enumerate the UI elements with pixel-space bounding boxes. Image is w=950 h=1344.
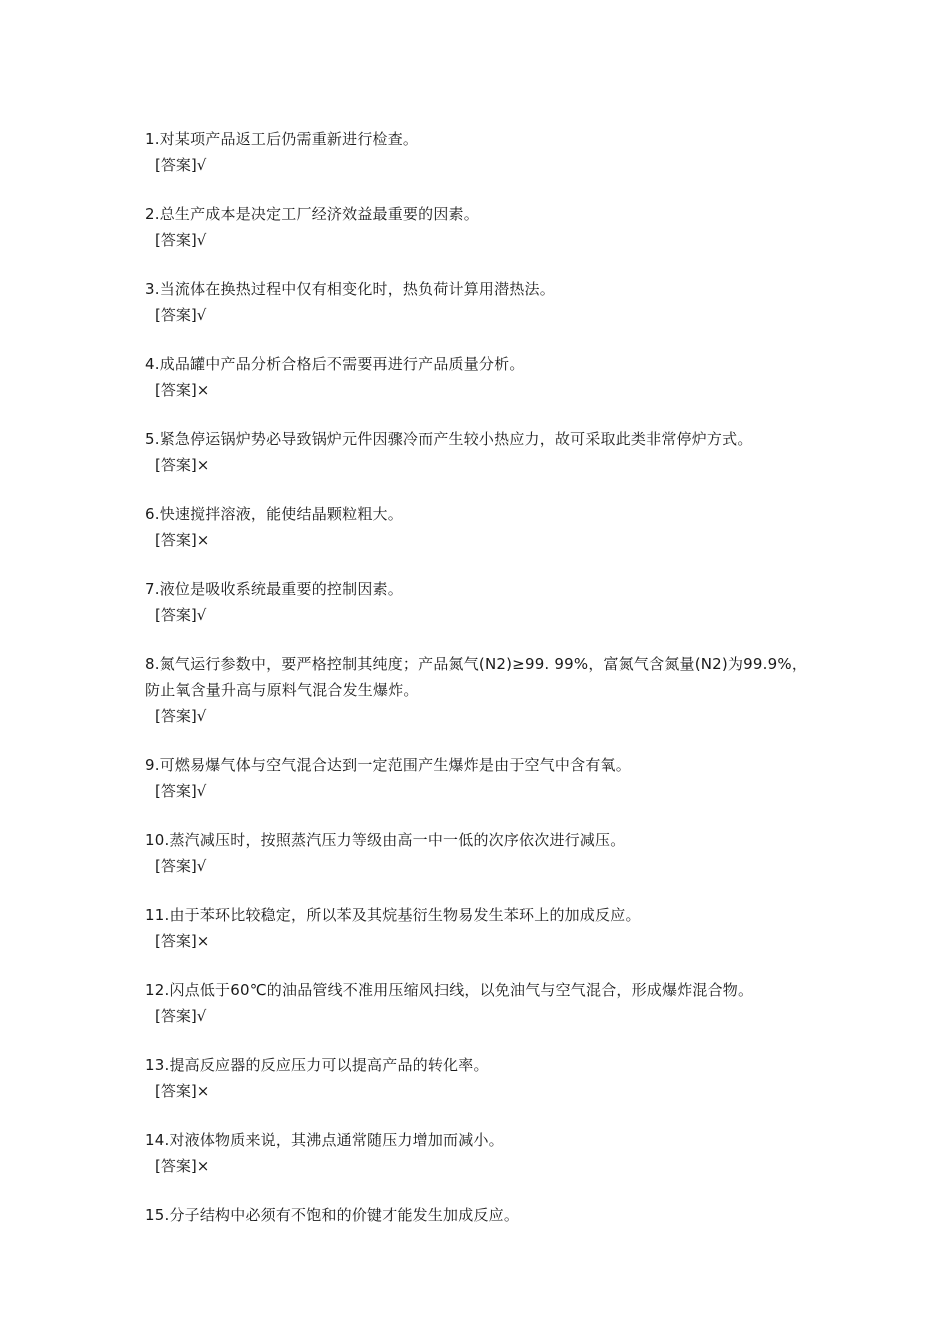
question-text: 15.分子结构中必须有不饱和的价键才能发生加成反应。 — [145, 1206, 520, 1224]
question-answer: [答案]√ — [155, 1007, 207, 1025]
question-text: 8.氮气运行参数中，要严格控制其纯度；产品氮气(N2)≥99. 99%，富氮气含氮量(N2)为99.9%，防止氧含量升高与原料气混合发生爆炸。 — [145, 655, 808, 699]
question-1 — [145, 126, 815, 178]
question-12 — [145, 977, 815, 1029]
question-text: 3.当流体在换热过程中仅有相变化时，热负荷计算用潜热法。 — [145, 280, 555, 298]
question-10 — [145, 827, 815, 879]
question-7 — [145, 576, 815, 628]
question-13 — [145, 1052, 815, 1104]
question-text: 5.紧急停运锅炉势必导致锅炉元件因骤冷而产生较小热应力，故可采取此类非常停炉方式。 — [145, 430, 753, 448]
question-answer: [答案]√ — [155, 156, 207, 174]
question-text: 14.对液体物质来说，其沸点通常随压力增加而减小。 — [145, 1131, 504, 1149]
question-9 — [145, 752, 815, 804]
question-answer: [答案]× — [155, 1157, 210, 1175]
question-text: 1.对某项产品返工后仍需重新进行检查。 — [145, 130, 419, 148]
question-text: 10.蒸汽减压时，按照蒸汽压力等级由高一中一低的次序依次进行减压。 — [145, 831, 626, 849]
question-text: 13.提高反应器的反应压力可以提高产品的转化率。 — [145, 1056, 489, 1074]
document-page — [145, 126, 815, 1228]
question-answer: [答案]√ — [155, 782, 207, 800]
question-answer: [答案]√ — [155, 306, 207, 324]
question-5 — [145, 426, 815, 478]
question-text: 7.液位是吸收系统最重要的控制因素。 — [145, 580, 403, 598]
question-answer: [答案]× — [155, 1082, 210, 1100]
question-4 — [145, 351, 815, 403]
question-answer: [答案]× — [155, 456, 210, 474]
question-answer: [答案]√ — [155, 231, 207, 249]
question-11 — [145, 902, 815, 954]
question-8 — [145, 651, 815, 729]
question-answer: [答案]× — [155, 932, 210, 950]
question-14 — [145, 1127, 815, 1179]
question-2 — [145, 201, 815, 253]
question-text: 11.由于苯环比较稳定，所以苯及其烷基衍生物易发生苯环上的加成反应。 — [145, 906, 641, 924]
question-text: 4.成品罐中产品分析合格后不需要再进行产品质量分析。 — [145, 355, 525, 373]
question-answer: [答案]× — [155, 381, 210, 399]
question-answer: [答案]× — [155, 531, 210, 549]
question-answer: [答案]√ — [155, 606, 207, 624]
question-15 — [145, 1202, 815, 1228]
question-3 — [145, 276, 815, 328]
question-text: 6.快速搅拌溶液，能使结晶颗粒粗大。 — [145, 505, 403, 523]
question-text: 9.可燃易爆气体与空气混合达到一定范围产生爆炸是由于空气中含有氧。 — [145, 756, 631, 774]
question-text: 2.总生产成本是决定工厂经济效益最重要的因素。 — [145, 205, 479, 223]
question-answer: [答案]√ — [155, 707, 207, 725]
question-answer: [答案]√ — [155, 857, 207, 875]
question-text: 12.闪点低于60℃的油品管线不准用压缩风扫线，以免油气与空气混合，形成爆炸混合物。 — [145, 981, 754, 999]
question-6 — [145, 501, 815, 553]
